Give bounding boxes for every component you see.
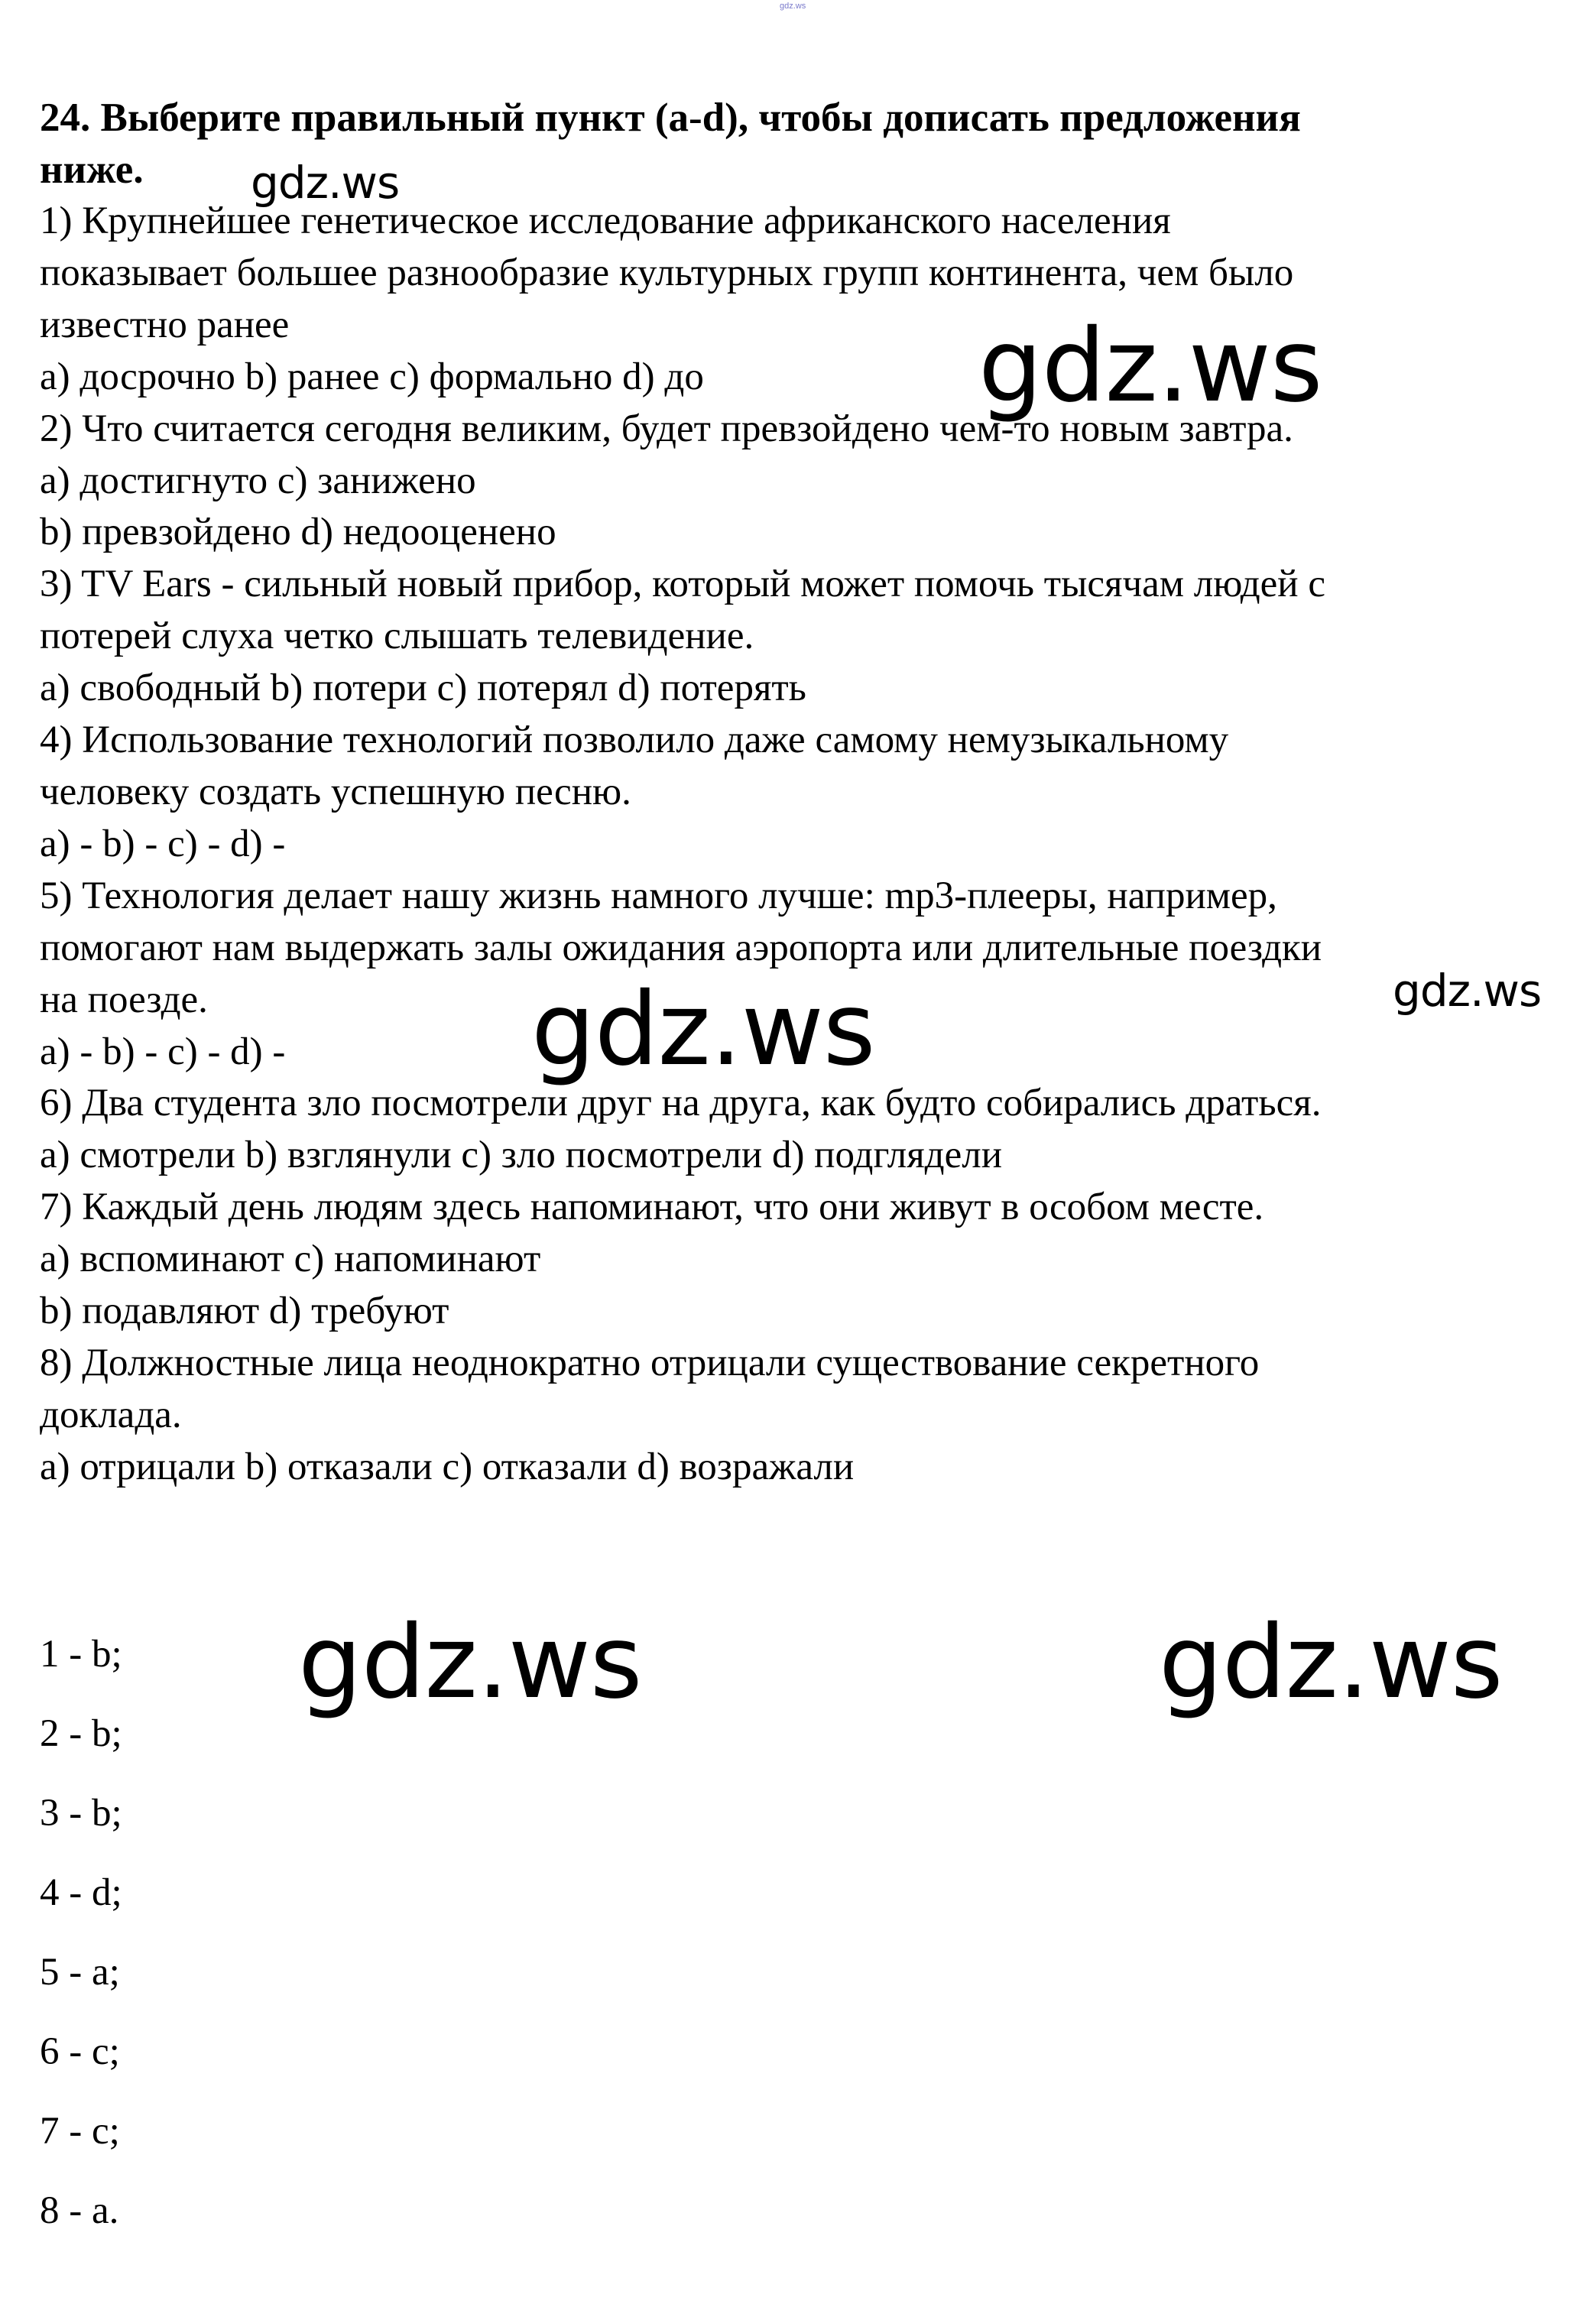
watermark: gdz.ws (1159, 1604, 1503, 1721)
question-2-options: b) превзойдено d) недооценено (40, 511, 556, 554)
question-1-text: 1) Крупнейшее генетическое исследование африканского населения (40, 200, 1171, 242)
question-2-options: a) достигнуто c) занижено (40, 459, 476, 502)
watermark: gdz.ws (298, 1604, 642, 1721)
answer-item: 7 - c; (40, 2110, 120, 2153)
question-4-text: человеку создать успешную песню. (40, 770, 631, 813)
question-8-options: a) отрицали b) отказали c) отказали d) возражали (40, 1445, 855, 1488)
watermark: gdz.ws (978, 307, 1322, 425)
question-4-options: a) - b) - c) - d) - (40, 822, 286, 865)
question-6-options: a) смотрели b) взглянули c) зло посмотрели d) подглядели (40, 1134, 1003, 1177)
question-8-text: 8) Должностные лица неоднократно отрицали существование секретного (40, 1341, 1260, 1384)
watermark: gdz.ws (531, 971, 875, 1089)
question-5-text: на поезде. (40, 978, 208, 1021)
question-1-text: показывает большее разнообразие культурных групп континента, чем было (40, 251, 1294, 294)
answer-item: 3 - b; (40, 1792, 122, 1835)
question-5-text: 5) Технология делает нашу жизнь намного лучше: mp3-плееры, например, (40, 874, 1277, 917)
question-3-text: 3) TV Ears - сильный новый прибор, который может помочь тысячам людей с (40, 563, 1325, 606)
answer-list (40, 1614, 122, 2250)
answer-item: 2 - b; (40, 1712, 122, 1755)
question-5-options: a) - b) - c) - d) - (40, 1030, 286, 1073)
answer-item: 6 - c; (40, 2030, 120, 2073)
question-7-options: b) подавляют d) требуют (40, 1290, 449, 1333)
question-7-text: 7) Каждый день людям здесь напоминают, что они живут в особом месте. (40, 1186, 1264, 1229)
task-block (40, 92, 1561, 1494)
question-6-text: 6) Два студента зло посмотрели друг на друга, как будто собирались драться. (40, 1082, 1322, 1125)
question-2-text: 2) Что считается сегодня великим, будет превзойдено чем-то новым завтра. (40, 407, 1293, 450)
watermark: gdz.ws (251, 157, 400, 209)
question-5-text: помогают нам выдержать залы ожидания аэропорта или длительные поездки (40, 926, 1322, 969)
question-4-text: 4) Использование технологий позволило даже самому немузыкальному (40, 719, 1229, 762)
answer-item: 4 - d; (40, 1871, 122, 1914)
question-1-text: известно ранее (40, 303, 290, 346)
answer-item: 1 - b; (40, 1633, 122, 1676)
question-8-text: доклада. (40, 1393, 182, 1436)
question-3-options: a) свободный b) потери c) потерял d) потерять (40, 667, 806, 710)
task-title-line: ниже. (40, 148, 144, 192)
question-3-text: потерей слуха четко слышать телевидение. (40, 615, 754, 658)
answer-item: 5 - a; (40, 1951, 120, 1994)
question-7-options: a) вспоминают c) напоминают (40, 1238, 541, 1281)
answer-item: 8 - a. (40, 2189, 119, 2232)
watermark: gdz.ws (1393, 965, 1542, 1017)
task-title-line: 24. Выберите правильный пункт (a-d), чтобы дописать предложения (40, 96, 1301, 140)
top-watermark-text: gdz.ws (780, 2, 806, 11)
question-1-options: a) досрочно b) ранее c) формально d) до (40, 355, 704, 398)
